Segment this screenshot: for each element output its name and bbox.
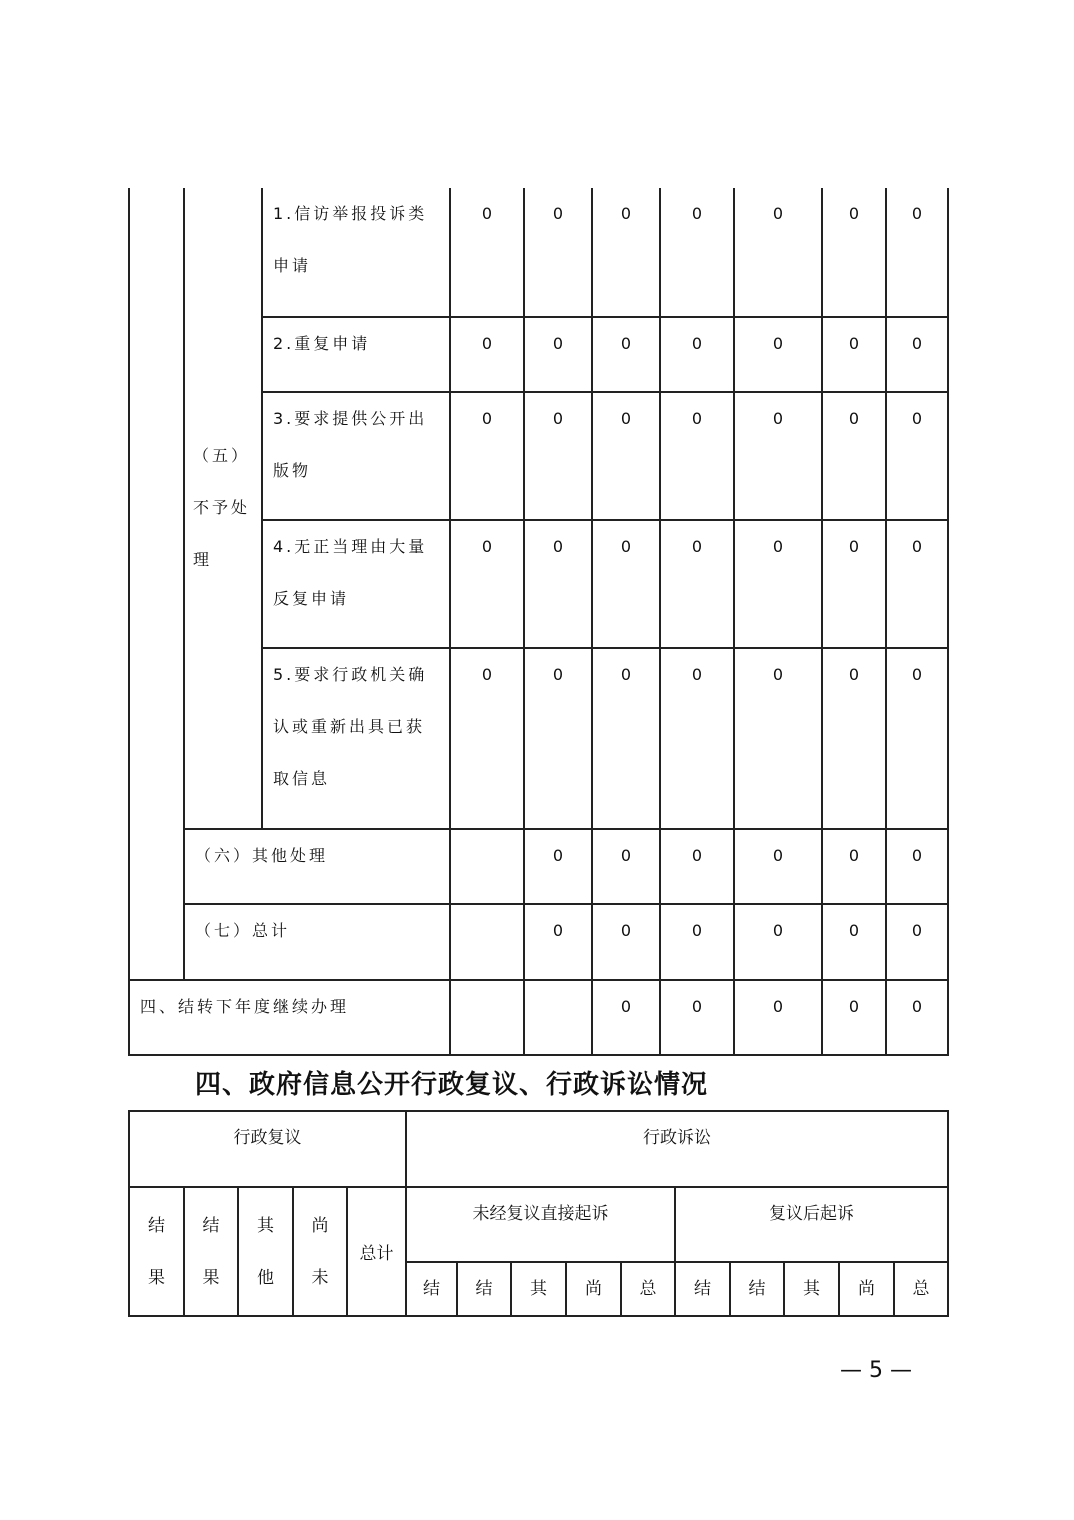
value-cell: 0	[822, 317, 886, 392]
table-row	[129, 188, 948, 317]
value-cell	[450, 904, 524, 980]
value-cell: 0	[822, 904, 886, 980]
after-review-suit-header: 复议后起诉	[675, 1187, 948, 1262]
value-cell: 0	[886, 520, 948, 648]
row-label: 四、结转下年度继续办理	[129, 980, 450, 1055]
value-cell: 0	[592, 188, 660, 317]
value-cell: 0	[822, 392, 886, 520]
direct-suit-col: 结	[457, 1262, 511, 1316]
value-cell: 0	[886, 317, 948, 392]
value-cell: 0	[734, 520, 822, 648]
table-row	[129, 904, 948, 980]
direct-suit-header: 未经复议直接起诉	[406, 1187, 675, 1262]
value-cell	[450, 980, 524, 1055]
row-label: 1.信访举报投诉类申请	[262, 188, 450, 317]
value-cell: 0	[450, 648, 524, 829]
value-cell: 0	[450, 188, 524, 317]
value-cell: 0	[524, 188, 592, 317]
value-cell: 0	[592, 317, 660, 392]
value-cell: 0	[592, 904, 660, 980]
value-cell: 0	[592, 829, 660, 904]
value-cell: 0	[592, 520, 660, 648]
value-cell: 0	[822, 829, 886, 904]
value-cell: 0	[660, 317, 734, 392]
row-label: 5.要求行政机关确认或重新出具已获取信息	[262, 648, 450, 829]
value-cell: 0	[524, 648, 592, 829]
direct-suit-col: 结	[406, 1262, 457, 1316]
value-cell: 0	[450, 317, 524, 392]
page-number: — 5 —	[840, 1358, 912, 1383]
review-header: 行政复议	[129, 1111, 406, 1187]
outer-category-cell	[129, 188, 184, 980]
value-cell: 0	[592, 648, 660, 829]
review-col: 结 果	[129, 1187, 184, 1316]
review-col: 尚 未	[293, 1187, 347, 1316]
value-cell: 0	[822, 188, 886, 317]
row-label: 3.要求提供公开出版物	[262, 392, 450, 520]
after-review-suit-col: 总	[894, 1262, 948, 1316]
value-cell	[524, 980, 592, 1055]
review-litigation-table	[128, 1110, 949, 1317]
review-col: 结 果	[184, 1187, 238, 1316]
value-cell: 0	[660, 520, 734, 648]
application-handling-table	[128, 188, 949, 1056]
after-review-suit-col: 其	[784, 1262, 839, 1316]
value-cell: 0	[734, 392, 822, 520]
value-cell: 0	[734, 648, 822, 829]
value-cell: 0	[660, 188, 734, 317]
review-total: 总计	[347, 1187, 406, 1316]
row-label: （七）总计	[184, 904, 450, 980]
value-cell: 0	[592, 980, 660, 1055]
value-cell: 0	[886, 392, 948, 520]
value-cell: 0	[660, 980, 734, 1055]
value-cell	[450, 829, 524, 904]
table-row	[129, 980, 948, 1055]
value-cell: 0	[886, 904, 948, 980]
value-cell: 0	[524, 829, 592, 904]
direct-suit-col: 其	[511, 1262, 566, 1316]
value-cell: 0	[822, 520, 886, 648]
value-cell: 0	[734, 904, 822, 980]
direct-suit-col: 总	[621, 1262, 675, 1316]
value-cell: 0	[734, 829, 822, 904]
value-cell: 0	[524, 520, 592, 648]
row-label: 4.无正当理由大量反复申请	[262, 520, 450, 648]
table-row	[129, 829, 948, 904]
value-cell: 0	[886, 980, 948, 1055]
after-review-suit-col: 结	[675, 1262, 730, 1316]
value-cell: 0	[886, 188, 948, 317]
value-cell: 0	[660, 648, 734, 829]
value-cell: 0	[886, 829, 948, 904]
value-cell: 0	[524, 392, 592, 520]
value-cell: 0	[524, 317, 592, 392]
after-review-suit-col: 结	[730, 1262, 784, 1316]
value-cell: 0	[734, 188, 822, 317]
direct-suit-col: 尚	[566, 1262, 621, 1316]
after-review-suit-col: 尚	[839, 1262, 894, 1316]
value-cell: 0	[734, 317, 822, 392]
row-label: （六）其他处理	[184, 829, 450, 904]
litigation-header: 行政诉讼	[406, 1111, 948, 1187]
value-cell: 0	[524, 904, 592, 980]
value-cell: 0	[592, 392, 660, 520]
review-col: 其 他	[238, 1187, 293, 1316]
row-label: 2.重复申请	[262, 317, 450, 392]
value-cell: 0	[450, 520, 524, 648]
value-cell: 0	[822, 648, 886, 829]
value-cell: 0	[660, 829, 734, 904]
group-label-not-processed: （五）不予处理	[184, 188, 262, 829]
value-cell: 0	[450, 392, 524, 520]
value-cell: 0	[660, 392, 734, 520]
value-cell: 0	[822, 980, 886, 1055]
section-heading: 四、政府信息公开行政复议、行政诉讼情况	[195, 1070, 709, 1100]
value-cell: 0	[886, 648, 948, 829]
value-cell: 0	[734, 980, 822, 1055]
value-cell: 0	[660, 904, 734, 980]
